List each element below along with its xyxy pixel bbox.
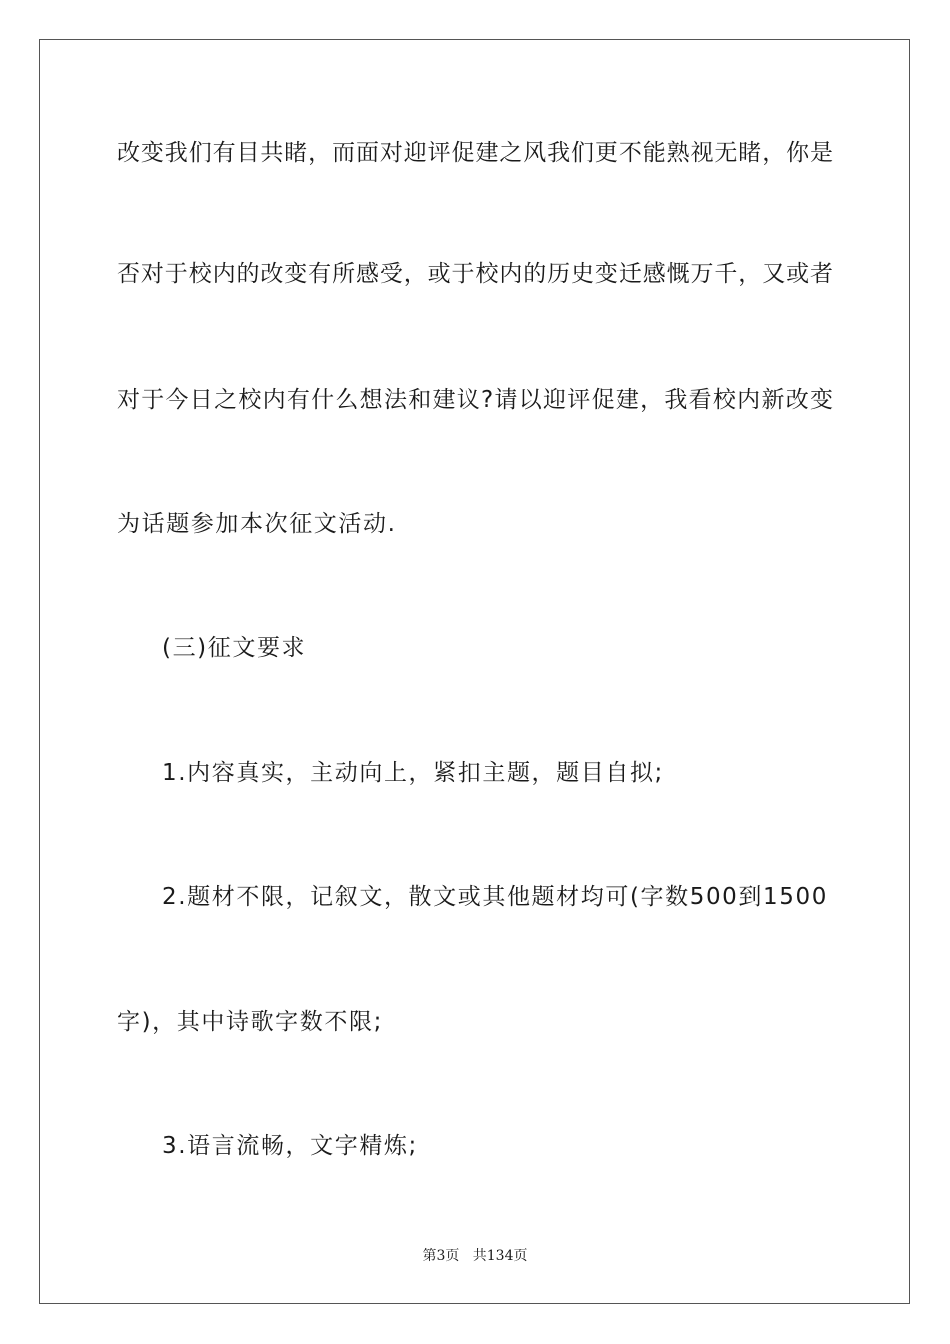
paragraph-line-1: 改变我们有目共睹，而面对迎评促建之风我们更不能熟视无睹，你是 <box>117 140 833 166</box>
requirement-item-2-continued: 字)，其中诗歌字数不限; <box>117 1009 383 1035</box>
paragraph-line-3: 对于今日之校内有什么想法和建议?请以迎评促建，我看校内新改变 <box>117 387 833 413</box>
paragraph-line-4: 为话题参加本次征文活动. <box>117 511 397 537</box>
requirement-item-2: 2.题材不限，记叙文，散文或其他题材均可(字数500到1500 <box>162 884 828 910</box>
page-border <box>39 39 910 1304</box>
page-number-footer: 第3页 共134页 <box>422 1248 528 1264</box>
paragraph-line-2: 否对于校内的改变有所感受，或于校内的历史变迁感慨万千，又或者 <box>117 261 833 287</box>
section-heading: (三)征文要求 <box>162 635 307 661</box>
requirement-item-3: 3.语言流畅，文字精炼; <box>162 1133 418 1159</box>
requirement-item-1: 1.内容真实，主动向上，紧扣主题，题目自拟; <box>162 760 664 786</box>
